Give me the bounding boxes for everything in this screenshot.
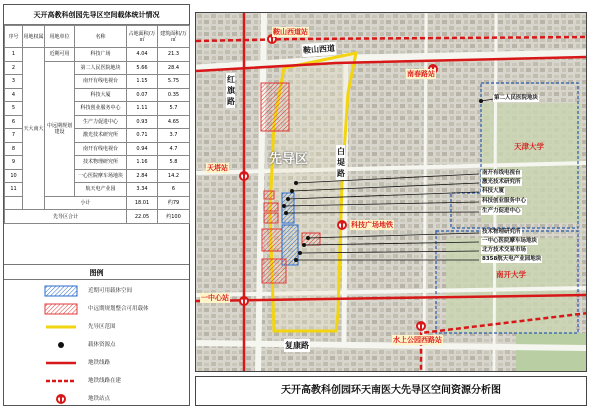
cell-area: 1.15 <box>127 75 158 89</box>
poi-label: 一中心医院摩车场地块 <box>482 238 538 244</box>
metro-station-icon <box>44 393 78 405</box>
cell-floor: 3.7 <box>158 129 190 143</box>
road-label-baidi: 白 堤 路 <box>337 147 345 178</box>
col-header-no: 序号 <box>5 26 23 48</box>
poi-label: 科技大厦 <box>482 188 505 194</box>
legend-item: 中远期规划整合可用载体 <box>4 301 189 317</box>
cell-name: 科技广场 <box>75 48 127 62</box>
statistics-panel <box>3 4 190 406</box>
col-header-unit: 用地单位 <box>45 26 75 48</box>
total-area: 22.05 <box>127 210 158 224</box>
poi-label: 生产力促进中心 <box>482 208 521 214</box>
road-label-anshan: 鞍山西道 <box>302 42 337 57</box>
poi-label: 技术物理研究所 <box>482 229 521 235</box>
col-header-ownership: 用地权属 <box>23 26 45 48</box>
subtotal-area: 18.01 <box>127 196 158 210</box>
red-hatch-swatch <box>44 303 78 315</box>
cell-area: 3.34 <box>127 183 158 197</box>
road-label-fukang: 复康路 <box>285 341 309 350</box>
cell-no: 1 <box>5 48 23 62</box>
cell-area: 1.11 <box>127 102 158 116</box>
station-label-tianta: 天塔站 <box>207 164 228 172</box>
blue-hatch-swatch <box>44 285 78 297</box>
cell-no: 3 <box>5 75 23 89</box>
zone-boundary-swatch <box>44 321 78 333</box>
metro-station-icon <box>239 296 249 306</box>
cell-name: 南开有线电视台 <box>75 142 127 156</box>
station-label-yizhongxin: 一中心站 <box>201 294 229 302</box>
resource-point-icon <box>44 339 78 351</box>
metro-station-icon <box>337 220 347 230</box>
poi-label: 南开有线电视台 <box>482 170 521 176</box>
cell-area: 0.07 <box>127 88 158 102</box>
cell-floor: 5.75 <box>158 75 190 89</box>
legend-item: 近期可用载体空间 <box>4 283 189 299</box>
cell-name: 航天电产业园 <box>75 183 127 197</box>
cell-no: 8 <box>5 142 23 156</box>
road-label-hongqi: 红 旗 路 <box>227 75 235 106</box>
leading-zone-label: 先导区 <box>269 152 309 167</box>
cell-no: 4 <box>5 88 23 102</box>
statistics-table <box>4 25 190 224</box>
parcel-aerospace <box>262 259 286 283</box>
cell-name: 一心医院摩车场地块 <box>75 169 127 183</box>
cell-floor: 0.35 <box>158 88 190 102</box>
col-header-area: 占地面积/万㎡ <box>127 26 158 48</box>
university-label-nankai: 南开大学 <box>496 270 526 279</box>
subtotal-floor: 约79 <box>158 196 190 210</box>
parcel <box>262 229 282 251</box>
cell-floor: 5.8 <box>158 156 190 170</box>
poi-label: 北方技术交易市场 <box>482 247 527 253</box>
subtotal-label: 小计 <box>45 196 127 210</box>
map-title-box <box>195 376 587 406</box>
legend-item: 先导区范围 <box>4 319 189 335</box>
cell-name: 技术物理研究所 <box>75 156 127 170</box>
poi-label: 第二人民医院地块 <box>494 95 539 101</box>
legend-title: 图例 <box>4 264 189 280</box>
park-area <box>516 333 586 372</box>
cell-area: 0.71 <box>127 129 158 143</box>
station-label-anshan-west: 鞍山西道站 <box>273 28 308 36</box>
cell-name: 激光技术研究所 <box>75 129 127 143</box>
cell-no: 11 <box>5 183 23 197</box>
cell-area: 0.94 <box>127 142 158 156</box>
cell-no: 10 <box>5 169 23 183</box>
metro-line-swatch <box>44 357 78 369</box>
cell-no: 9 <box>5 156 23 170</box>
station-label-shuishang: 水上公园西路站 <box>393 336 442 344</box>
total-label: 先导区合计 <box>5 210 127 224</box>
cell-empty <box>5 196 23 210</box>
metro-station-icon <box>416 321 426 331</box>
legend-item: 载体资源点 <box>4 337 189 353</box>
university-label-tianjin: 天津大学 <box>514 142 544 151</box>
cell-ownership: 天大南大 <box>23 48 45 210</box>
cell-floor: 4.65 <box>158 115 190 129</box>
cell-floor: 5.7 <box>158 102 190 116</box>
col-header-floor: 建筑面积/万㎡ <box>158 26 190 48</box>
table-body <box>5 48 190 210</box>
col-header-name: 名称 <box>75 26 127 48</box>
map-panel <box>195 12 587 372</box>
map-title: 天开高教科创园环天南医大先导区空间资源分析图 <box>281 385 501 396</box>
map-canvas <box>196 13 587 372</box>
table-title: 天开高教科创园先导区空间载体统计情况 <box>4 5 189 25</box>
table-total-row <box>5 210 190 224</box>
cell-no: 2 <box>5 61 23 75</box>
parcel <box>264 203 278 211</box>
cell-unit: 近期可用 <box>45 48 75 62</box>
cell-area: 1.16 <box>127 156 158 170</box>
cell-floor: 14.2 <box>158 169 190 183</box>
cell-name: 科技大厦 <box>75 88 127 102</box>
cell-floor: 6 <box>158 183 190 197</box>
poi-label: 激光技术研究所 <box>482 179 521 185</box>
poi-label: 科技创业服务中心 <box>482 198 527 204</box>
legend-item: 地铁线路在建 <box>4 373 189 389</box>
cell-area: 0.93 <box>127 115 158 129</box>
parcel <box>264 191 274 199</box>
cell-unit: 中远期规划建设 <box>45 61 75 196</box>
metro-station-icon <box>239 171 249 181</box>
cell-area: 4.04 <box>127 48 158 62</box>
cell-name: 科技创业服务中心 <box>75 102 127 116</box>
cell-name: 南开有线电视台 <box>75 75 127 89</box>
parcel <box>264 213 278 223</box>
legend-item: 地铁站点 <box>4 391 189 407</box>
parcel-hospital <box>261 83 289 131</box>
cell-floor: 28.4 <box>158 61 190 75</box>
cell-area: 5.66 <box>127 61 158 75</box>
cell-name: 第二人民医院地块 <box>75 61 127 75</box>
cell-name: 生产力促进中心 <box>75 115 127 129</box>
cell-area: 2.84 <box>127 169 158 183</box>
total-floor: 约100 <box>158 210 190 224</box>
cell-no: 5 <box>5 102 23 116</box>
station-label-keji: 科技广场地铁 <box>351 221 393 229</box>
cell-floor: 21.3 <box>158 48 190 62</box>
station-label-nanchun: 南春路站 <box>407 70 435 78</box>
cell-no: 7 <box>5 129 23 143</box>
table-row <box>5 48 190 62</box>
legend-item: 地铁线路 <box>4 355 189 371</box>
cell-no: 6 <box>5 115 23 129</box>
cell-floor: 4.7 <box>158 142 190 156</box>
metro-line-planned-swatch <box>44 375 78 387</box>
poi-label: 8358航天电产业园地块 <box>482 256 542 262</box>
